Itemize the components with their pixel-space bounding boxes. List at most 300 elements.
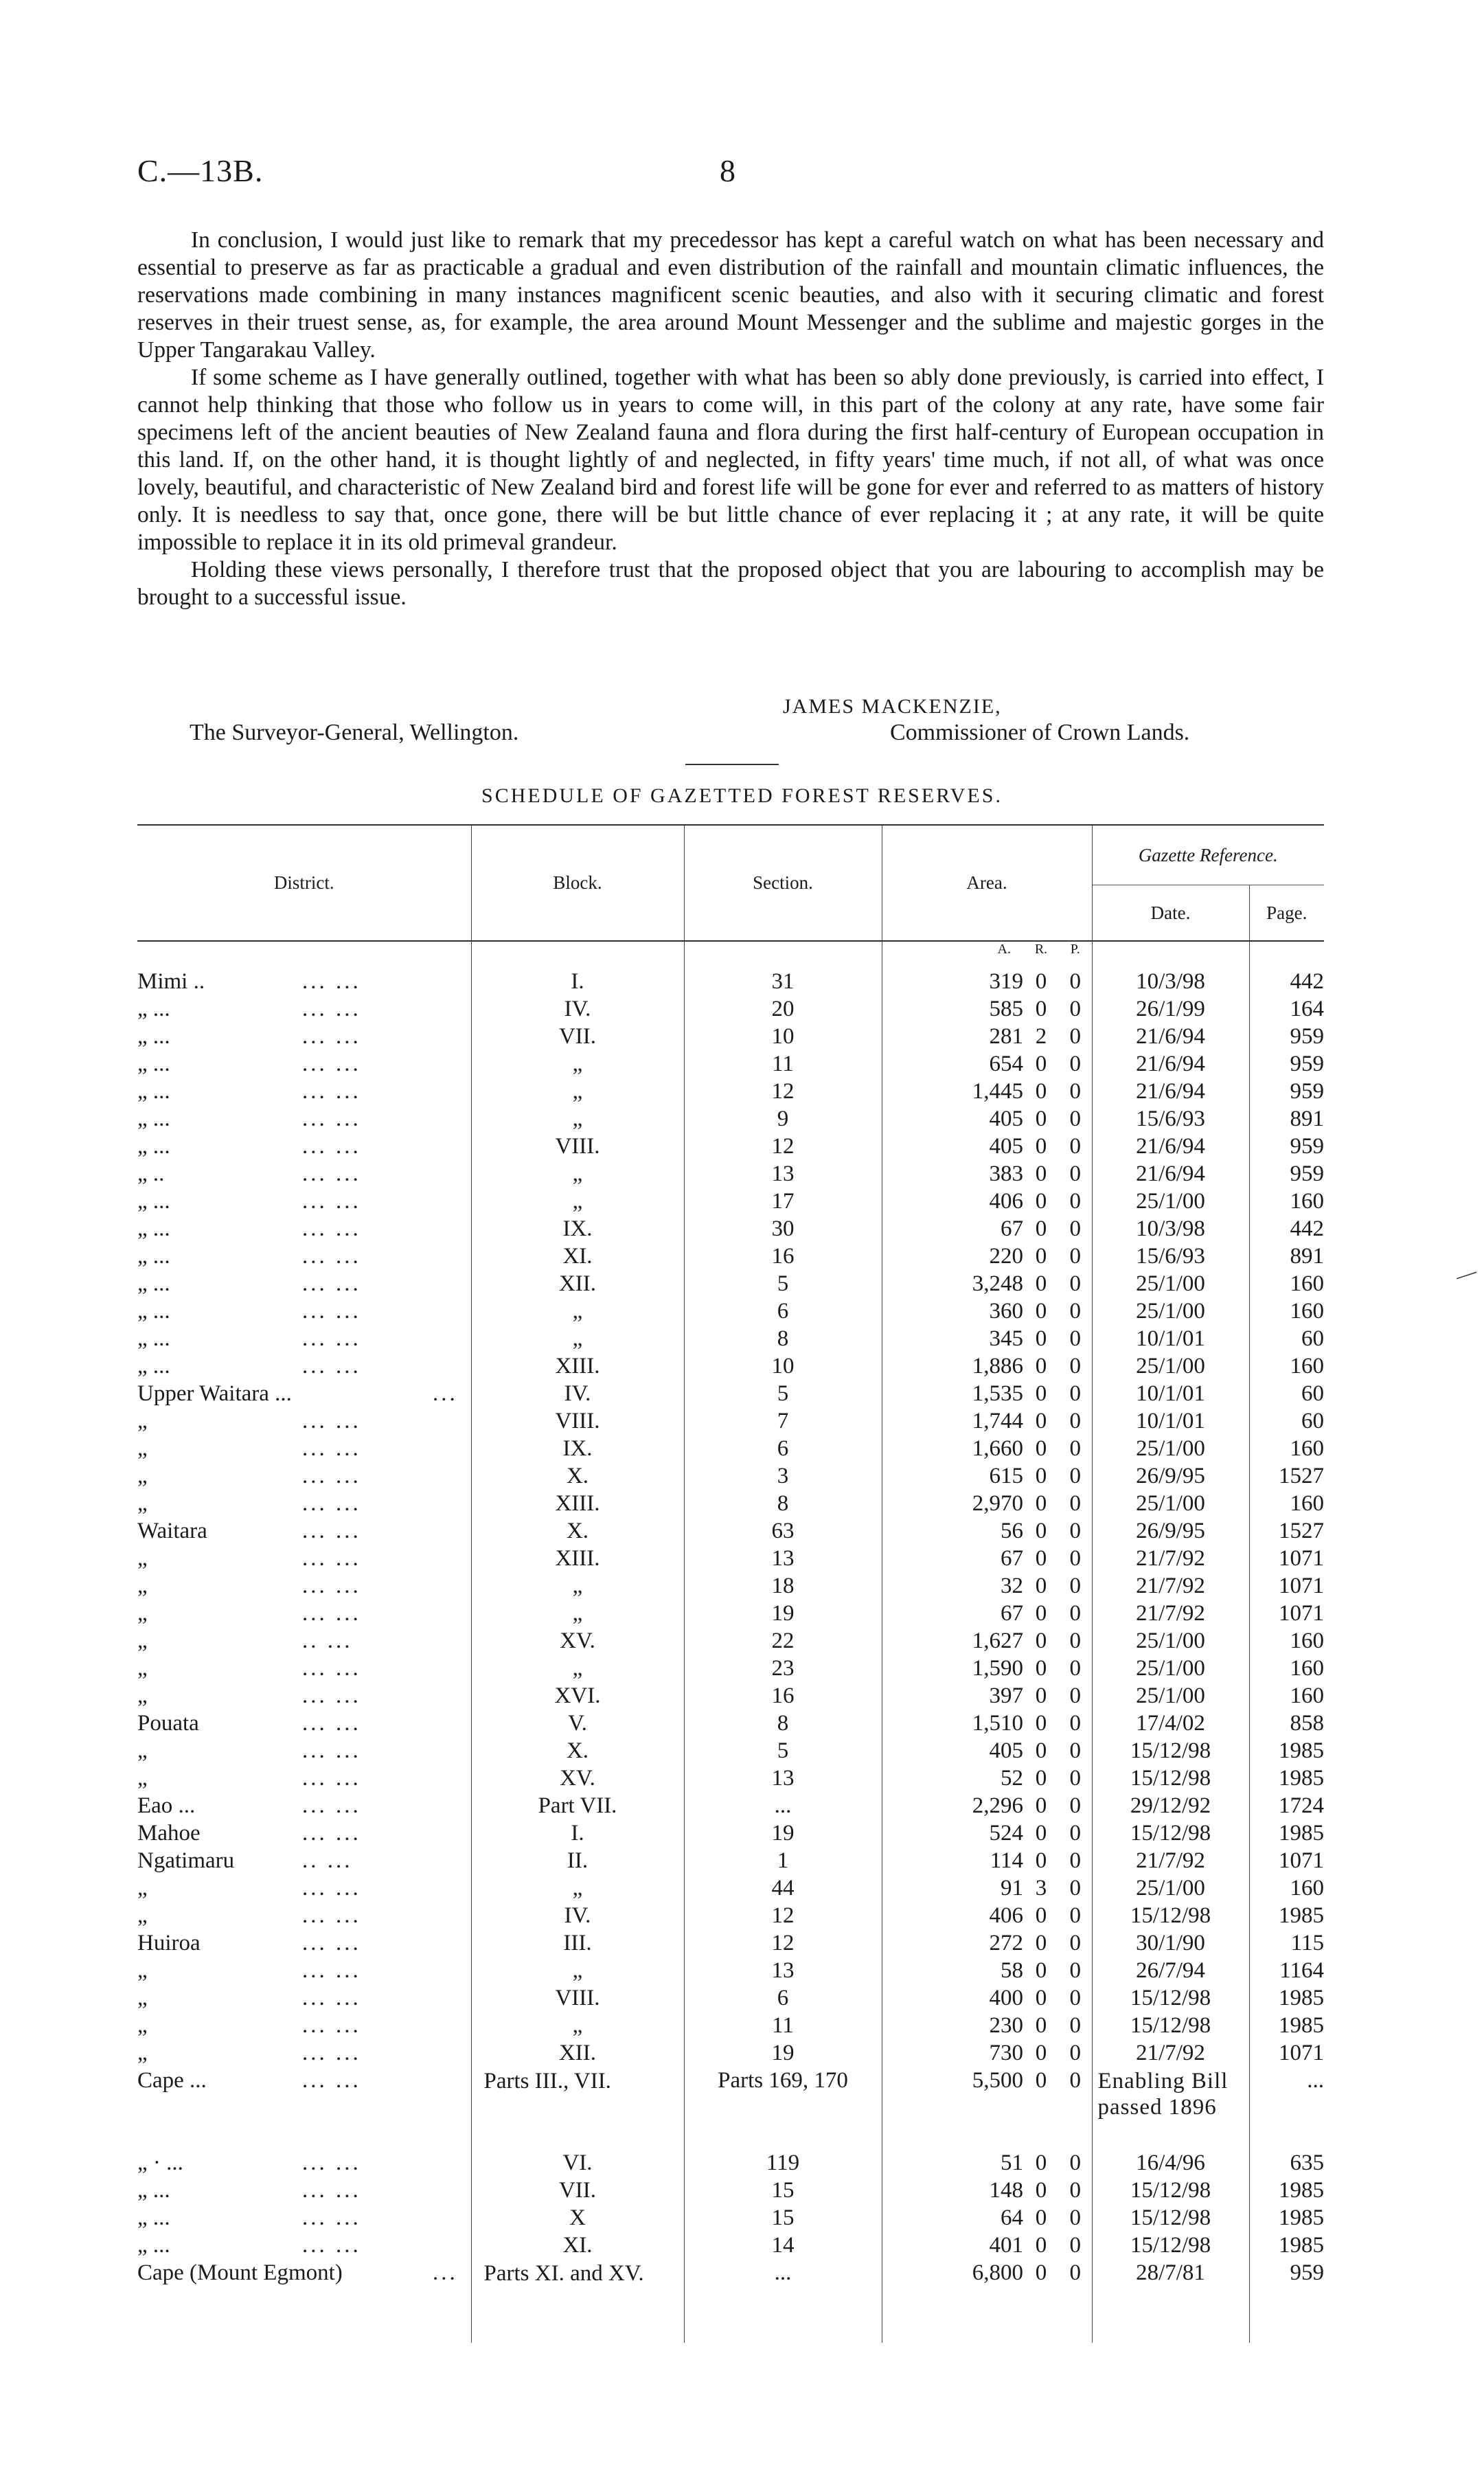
document-reference: C.—13B.: [137, 153, 264, 188]
perches-cell: 0: [1069, 1079, 1081, 1104]
district-name: „: [137, 1876, 148, 1900]
leader-dots: ... ...: [302, 1958, 361, 1983]
district-cell: [137, 1601, 471, 1628]
table-row: [137, 1766, 1324, 1793]
table-row: [137, 2260, 1324, 2343]
perches-cell: 0: [1069, 2178, 1081, 2203]
district-name: „ ...: [137, 1244, 170, 1269]
district-cell: [137, 1848, 471, 1876]
perches-cell: 0: [1069, 2233, 1081, 2258]
block-cell: „: [471, 1079, 684, 1107]
page-cell: 959: [1249, 1052, 1324, 1079]
district-cell: [137, 1271, 471, 1299]
perches-cell: 0: [1069, 1299, 1081, 1324]
section-cell: 1: [684, 1848, 882, 1876]
section-cell: 6: [684, 1299, 882, 1326]
district-name: „: [137, 1436, 148, 1461]
section-cell: 20: [684, 997, 882, 1024]
leader-dots: ... ...: [302, 1409, 361, 1433]
acres-cell: 730: [882, 2041, 1023, 2068]
block-cell: VII.: [471, 1024, 684, 1052]
page-cell: 1071: [1249, 1601, 1324, 1628]
leader-dots: ... ...: [302, 1354, 361, 1378]
leader-dots: ... ...: [302, 1519, 361, 1543]
table-row: [137, 2150, 1324, 2178]
table-row: [137, 1958, 1324, 1986]
district-cell: [137, 2068, 471, 2150]
date-cell: 15/12/98: [1092, 1766, 1249, 1793]
district-name: „: [137, 1601, 148, 1626]
date-cell: 10/1/01: [1092, 1409, 1249, 1436]
leader-dots: ... ...: [302, 1189, 361, 1214]
leader-dots: ... ...: [302, 1326, 361, 1351]
date-cell: 15/12/98: [1092, 2178, 1249, 2205]
date-cell: 28/7/81: [1092, 2260, 1249, 2343]
acres-cell: 114: [882, 1848, 1023, 1876]
district-name: „ ...: [137, 1079, 170, 1104]
table-row: [137, 997, 1324, 1024]
section-cell: 22: [684, 1628, 882, 1656]
acres-cell: 345: [882, 1326, 1023, 1354]
perches-cell: 0: [1069, 1986, 1081, 2010]
header-area: Area.: [882, 825, 1092, 941]
perches-cell: 0: [1069, 1409, 1081, 1433]
district-cell: [137, 1244, 471, 1271]
date-cell: 21/7/92: [1092, 1601, 1249, 1628]
page-cell: 1071: [1249, 1546, 1324, 1574]
block-cell: X.: [471, 1464, 684, 1491]
acres-cell: 281: [882, 1024, 1023, 1052]
acres-cell: 585: [882, 997, 1023, 1024]
header-page: Page.: [1249, 885, 1324, 942]
acres-cell: 67: [882, 1216, 1023, 1244]
district-name: „ ..: [137, 1161, 165, 1186]
perches-cell: 0: [1069, 1326, 1081, 1351]
acres-cell: 1,590: [882, 1656, 1023, 1683]
block-cell: „: [471, 1107, 684, 1134]
leader-dots: ... ...: [302, 1931, 361, 1955]
section-cell: 10: [684, 1354, 882, 1381]
table-row: [137, 1986, 1324, 2013]
acres-cell: 1,445: [882, 1079, 1023, 1107]
district-name: Waitara: [137, 1519, 207, 1543]
date-cell: 21/6/94: [1092, 1079, 1249, 1107]
section-cell: 19: [684, 1601, 882, 1628]
roods-cell: 0: [1035, 1354, 1047, 1378]
district-cell: [137, 1903, 471, 1931]
block-cell: VII.: [471, 2178, 684, 2205]
district-cell: [137, 969, 471, 997]
page-cell: 60: [1249, 1381, 1324, 1409]
acres-cell: 64: [882, 2205, 1023, 2233]
block-cell: III.: [471, 1931, 684, 1958]
district-cell: [137, 1436, 471, 1464]
district-name: „ ...: [137, 2233, 170, 2258]
table-row: [137, 1903, 1324, 1931]
district-cell: [137, 1107, 471, 1134]
perches-cell: 0: [1069, 969, 1081, 994]
roods-cell: 0: [1035, 2068, 1047, 2093]
district-name: „: [137, 1903, 148, 1928]
table-row: [137, 1931, 1324, 1958]
district-cell: [137, 1491, 471, 1519]
roods-cell: 0: [1035, 1436, 1047, 1461]
block-cell: „: [471, 1574, 684, 1601]
district-name: „: [137, 1656, 148, 1681]
page-cell: 1985: [1249, 1986, 1324, 2013]
block-cell: „: [471, 1161, 684, 1189]
table-row: [137, 1326, 1324, 1354]
roods-cell: 0: [1035, 1244, 1047, 1269]
table-row: [137, 1711, 1324, 1738]
page-cell: 1527: [1249, 1464, 1324, 1491]
perches-cell: 0: [1069, 1271, 1081, 1296]
page-cell: 160: [1249, 1436, 1324, 1464]
acres-cell: 405: [882, 1738, 1023, 1766]
section-cell: 13: [684, 1766, 882, 1793]
district-cell: [137, 1766, 471, 1793]
section-cell: 16: [684, 1244, 882, 1271]
page-cell: 1527: [1249, 1519, 1324, 1546]
block-cell: XV.: [471, 1628, 684, 1656]
perches-cell: 0: [1069, 1628, 1081, 1653]
page-cell: 1985: [1249, 1903, 1324, 1931]
page-cell: 160: [1249, 1189, 1324, 1216]
acres-cell: 220: [882, 1244, 1023, 1271]
date-cell: 25/1/00: [1092, 1299, 1249, 1326]
perches-cell: 0: [1069, 1189, 1081, 1214]
date-cell: 26/7/94: [1092, 1958, 1249, 1986]
perches-cell: 0: [1069, 1519, 1081, 1543]
date-cell: 25/1/00: [1092, 1656, 1249, 1683]
district-name: Mimi ..: [137, 969, 205, 994]
table-row: [137, 1244, 1324, 1271]
roods-cell: 0: [1035, 1079, 1047, 1104]
leader-dots: ... ...: [302, 1821, 361, 1846]
section-cell: 16: [684, 1683, 882, 1711]
roods-cell: 0: [1035, 1711, 1047, 1736]
date-cell: Enabling Bill passed 1896: [1092, 2068, 1249, 2150]
page-cell: 1071: [1249, 1574, 1324, 1601]
acres-cell: 148: [882, 2178, 1023, 2205]
leader-dots: ... ...: [302, 1107, 361, 1131]
district-name: „: [137, 1628, 148, 1653]
leader-dots: ... ...: [302, 2041, 361, 2065]
block-cell: „: [471, 1052, 684, 1079]
district-name: „ ...: [137, 1134, 170, 1159]
header-district: District.: [137, 825, 471, 941]
acres-cell: 524: [882, 1821, 1023, 1848]
section-cell: 12: [684, 1903, 882, 1931]
table-row: [137, 2178, 1324, 2205]
date-cell: 25/1/00: [1092, 1628, 1249, 1656]
date-cell: 15/12/98: [1092, 1986, 1249, 2013]
acres-cell: 654: [882, 1052, 1023, 1079]
district-cell: [137, 2233, 471, 2260]
table-row: [137, 1848, 1324, 1876]
district-cell: [137, 1931, 471, 1958]
district-cell: [137, 1052, 471, 1079]
page-cell: 160: [1249, 1628, 1324, 1656]
table-row: [137, 1793, 1324, 1821]
date-cell: 21/7/92: [1092, 1574, 1249, 1601]
block-cell: I.: [471, 969, 684, 997]
table-row: [137, 2041, 1324, 2068]
district-name: „: [137, 1546, 148, 1571]
leader-dots: ... ...: [302, 1271, 361, 1296]
block-cell: XII.: [471, 1271, 684, 1299]
header-gazette-reference: Gazette Reference.: [1092, 825, 1324, 885]
district-name: Cape (Mount Egmont): [137, 2260, 343, 2285]
section-cell: 19: [684, 2041, 882, 2068]
leader-dots: ... ...: [302, 1079, 361, 1104]
section-cell: 12: [684, 1079, 882, 1107]
table-row: [137, 1436, 1324, 1464]
perches-label: P.: [1059, 941, 1092, 969]
perches-cell: 0: [1069, 2013, 1081, 2038]
table-row: [137, 1601, 1324, 1628]
roods-cell: 0: [1035, 2233, 1047, 2258]
district-cell: [137, 2260, 471, 2343]
page-cell: 1071: [1249, 1848, 1324, 1876]
district-cell: [137, 2150, 471, 2178]
block-cell: Part VII.: [471, 1793, 684, 1821]
acres-cell: 67: [882, 1546, 1023, 1574]
perches-cell: 0: [1069, 1793, 1081, 1818]
acres-cell: 230: [882, 2013, 1023, 2041]
table-row: [137, 2068, 1324, 2150]
table-row: [137, 1271, 1324, 1299]
leader-dots: ... ...: [302, 1903, 361, 1928]
date-cell: 26/9/95: [1092, 1519, 1249, 1546]
district-cell: [137, 1464, 471, 1491]
table-row: [137, 1052, 1324, 1079]
page-cell: 1164: [1249, 1958, 1324, 1986]
district-cell: [137, 1986, 471, 2013]
section-cell: 19: [684, 1821, 882, 1848]
perches-cell: 0: [1069, 1464, 1081, 1488]
roods-cell: 0: [1035, 1821, 1047, 1846]
table-row: [137, 1079, 1324, 1107]
page-cell: 959: [1249, 1161, 1324, 1189]
acres-cell: 58: [882, 1958, 1023, 1986]
district-cell: [137, 1024, 471, 1052]
section-cell: 8: [684, 1491, 882, 1519]
acres-cell: 405: [882, 1107, 1023, 1134]
leader-dots: ... ...: [302, 1574, 361, 1598]
page-cell: 959: [1249, 1134, 1324, 1161]
date-cell: 15/12/98: [1092, 1738, 1249, 1766]
leader-dots: ... ...: [302, 1491, 361, 1516]
roods-cell: 0: [1035, 1628, 1047, 1653]
roods-cell: 2: [1035, 1024, 1047, 1049]
date-cell: 21/6/94: [1092, 1161, 1249, 1189]
roods-cell: 0: [1035, 1409, 1047, 1433]
table-row: [137, 2233, 1324, 2260]
acres-cell: 6,800: [882, 2260, 1023, 2343]
block-cell: „: [471, 1601, 684, 1628]
block-cell: II.: [471, 1848, 684, 1876]
acres-cell: 615: [882, 1464, 1023, 1491]
district-cell: [137, 2013, 471, 2041]
acres-cell: 3,248: [882, 1271, 1023, 1299]
district-cell: [137, 2041, 471, 2068]
acres-cell: 1,886: [882, 1354, 1023, 1381]
block-cell: XIII.: [471, 1491, 684, 1519]
page-cell: 1985: [1249, 2013, 1324, 2041]
perches-cell: 0: [1069, 1216, 1081, 1241]
leader-dots: ... ...: [302, 1546, 361, 1571]
table-row: [137, 1491, 1324, 1519]
leader-dots: ... ...: [302, 1766, 361, 1791]
date-cell: 15/12/98: [1092, 1903, 1249, 1931]
roods-cell: 0: [1035, 1848, 1047, 1873]
table-row: [137, 1546, 1324, 1574]
page-number: 8: [720, 153, 735, 188]
page-cell: 160: [1249, 1491, 1324, 1519]
block-cell: XIII.: [471, 1546, 684, 1574]
page-cell: 1724: [1249, 1793, 1324, 1821]
roods-cell: 0: [1035, 1299, 1047, 1324]
addressee: The Surveyor-General, Wellington.: [190, 720, 519, 745]
acres-cell: 5,500: [882, 2068, 1023, 2150]
perches-cell: 0: [1069, 997, 1081, 1021]
date-cell: 25/1/00: [1092, 1271, 1249, 1299]
district-name: „: [137, 1738, 148, 1763]
district-cell: [137, 1574, 471, 1601]
block-cell: XIII.: [471, 1354, 684, 1381]
acres-cell: 67: [882, 1601, 1023, 1628]
perches-cell: 0: [1069, 2260, 1081, 2285]
district-name: „ ...: [137, 1216, 170, 1241]
perches-cell: 0: [1069, 1546, 1081, 1571]
table-row: [137, 2013, 1324, 2041]
section-cell: 30: [684, 1216, 882, 1244]
page-cell: ...: [1249, 2068, 1324, 2150]
page-cell: 1985: [1249, 1766, 1324, 1793]
district-name: „: [137, 2041, 148, 2065]
block-cell: X: [471, 2205, 684, 2233]
page-cell: 60: [1249, 1409, 1324, 1436]
acres-cell: 360: [882, 1299, 1023, 1326]
district-cell: [137, 1958, 471, 1986]
perches-cell: 0: [1069, 1491, 1081, 1516]
roods-cell: 0: [1035, 1931, 1047, 1955]
roods-cell: 0: [1035, 1793, 1047, 1818]
block-cell: XV.: [471, 1766, 684, 1793]
perches-cell: 0: [1069, 1683, 1081, 1708]
section-cell: 11: [684, 2013, 882, 2041]
district-name: Pouata: [137, 1711, 199, 1736]
roods-cell: 0: [1035, 1216, 1047, 1241]
perches-cell: 0: [1069, 2068, 1081, 2093]
roods-cell: 0: [1035, 1738, 1047, 1763]
district-cell: [137, 2205, 471, 2233]
roods-cell: 0: [1035, 2150, 1047, 2175]
roods-cell: 0: [1035, 1986, 1047, 2010]
perches-cell: 0: [1069, 1931, 1081, 1955]
acres-cell: 397: [882, 1683, 1023, 1711]
page-cell: 160: [1249, 1271, 1324, 1299]
acres-cell: 52: [882, 1766, 1023, 1793]
date-cell: 10/1/01: [1092, 1326, 1249, 1354]
date-cell: 25/1/00: [1092, 1189, 1249, 1216]
block-cell: Parts III., VII.: [471, 2068, 684, 2150]
margin-mark: —: [1452, 1260, 1480, 1288]
leader-dots: ... ...: [302, 1683, 361, 1708]
block-cell: IV.: [471, 997, 684, 1024]
section-cell: 11: [684, 1052, 882, 1079]
schedule-title: SCHEDULE OF GAZETTED FOREST RESERVES.: [481, 784, 1003, 807]
section-cell: ...: [684, 1793, 882, 1821]
roods-cell: 0: [1035, 1958, 1047, 1983]
district-name: „ ...: [137, 2205, 170, 2230]
date-cell: 25/1/00: [1092, 1491, 1249, 1519]
header-section: Section.: [684, 825, 882, 941]
page-cell: 1985: [1249, 2205, 1324, 2233]
table-row: [137, 1409, 1324, 1436]
acres-cell: 1,627: [882, 1628, 1023, 1656]
acres-label: A.: [882, 941, 1023, 969]
perches-cell: 0: [1069, 1052, 1081, 1076]
table-row: [137, 1656, 1324, 1683]
signature-name: JAMES MACKENZIE,: [783, 695, 1002, 718]
block-cell: VIII.: [471, 1986, 684, 2013]
block-cell: I.: [471, 1821, 684, 1848]
roods-cell: 0: [1035, 1134, 1047, 1159]
block-cell: „: [471, 2013, 684, 2041]
district-cell: [137, 1216, 471, 1244]
page-cell: 1985: [1249, 1821, 1324, 1848]
roods-cell: 0: [1035, 1491, 1047, 1516]
acres-cell: 383: [882, 1161, 1023, 1189]
leader-dots: ... ...: [302, 1876, 361, 1900]
district-cell: [137, 1821, 471, 1848]
district-cell: [137, 1683, 471, 1711]
block-cell: V.: [471, 1711, 684, 1738]
date-cell: 21/7/92: [1092, 1546, 1249, 1574]
district-cell: [137, 1656, 471, 1683]
leader-dots: ... ...: [302, 1656, 361, 1681]
leader-dots: ... ...: [302, 1436, 361, 1461]
header-date: Date.: [1092, 885, 1249, 942]
acres-cell: 32: [882, 1574, 1023, 1601]
block-cell: „: [471, 1876, 684, 1903]
table-row: [137, 2205, 1324, 2233]
leader-dots: ... ...: [302, 1601, 361, 1626]
perches-cell: 0: [1069, 1766, 1081, 1791]
separator-rule: [685, 764, 779, 765]
leader-dots: ... ...: [302, 1024, 361, 1049]
perches-cell: 0: [1069, 1876, 1081, 1900]
page-cell: 60: [1249, 1326, 1324, 1354]
block-cell: XVI.: [471, 1683, 684, 1711]
letter-body: [137, 227, 1324, 611]
district-cell: [137, 1079, 471, 1107]
perches-cell: 0: [1069, 1436, 1081, 1461]
date-cell: 10/3/98: [1092, 969, 1249, 997]
roods-cell: 0: [1035, 1656, 1047, 1681]
block-cell: IV.: [471, 1381, 684, 1409]
perches-cell: 0: [1069, 1024, 1081, 1049]
page-cell: 160: [1249, 1683, 1324, 1711]
district-cell: [137, 1299, 471, 1326]
perches-cell: 0: [1069, 1354, 1081, 1378]
roods-cell: 0: [1035, 1189, 1047, 1214]
section-cell: 3: [684, 1464, 882, 1491]
perches-cell: 0: [1069, 1738, 1081, 1763]
district-name: „ ...: [137, 1354, 170, 1378]
